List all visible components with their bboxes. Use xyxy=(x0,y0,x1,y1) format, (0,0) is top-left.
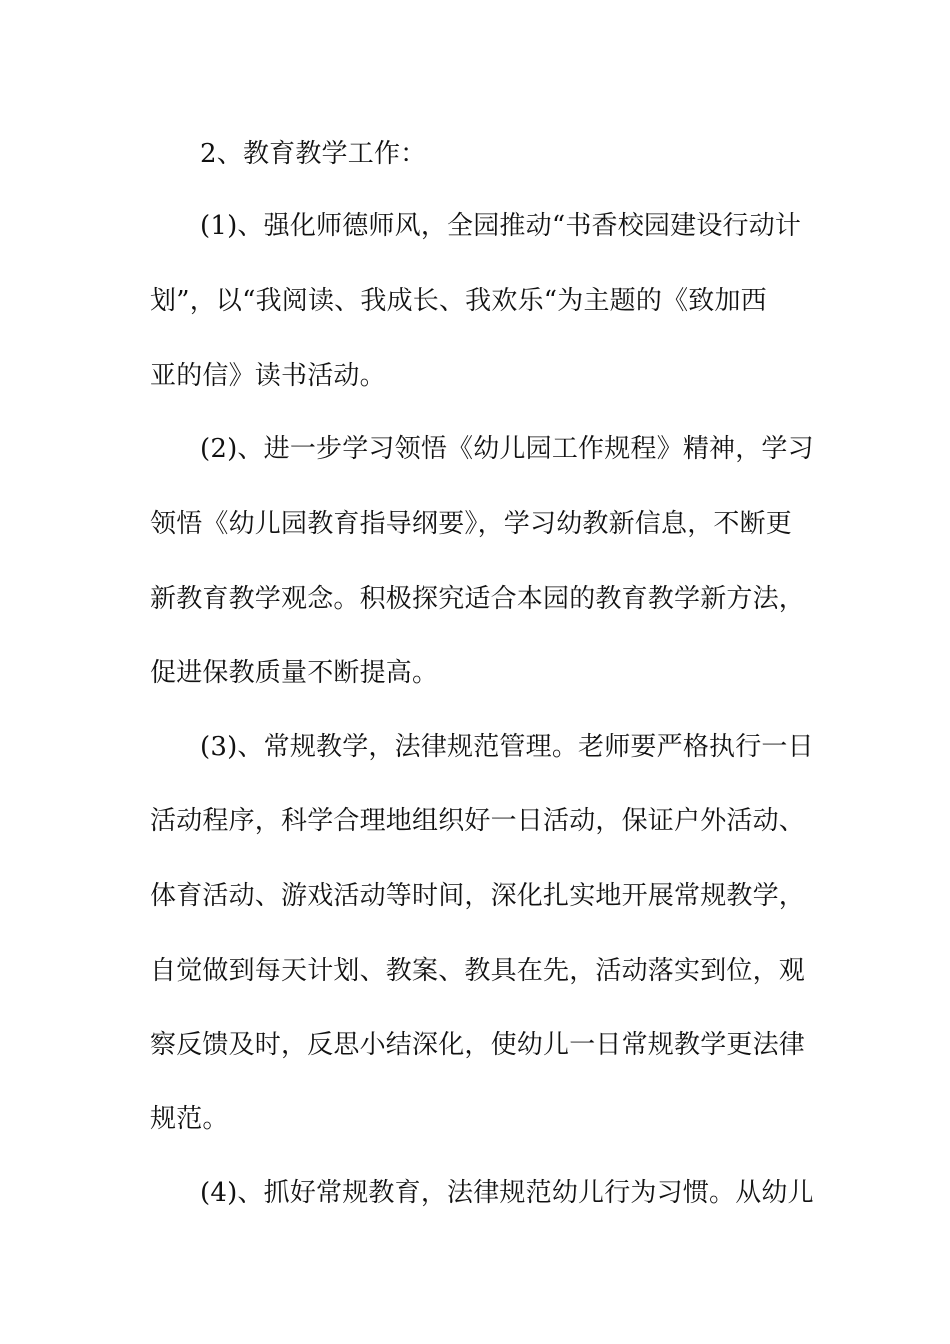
paragraph-3-line-3: 体育活动、游戏活动等时间，深化扎实地开展常规教学， xyxy=(150,881,806,911)
paragraph-1-line-3: 亚的信》读书活动。 xyxy=(150,361,386,391)
paragraph-2-line-1: (2)、进一步学习领悟《幼儿园工作规程》精神，学习 xyxy=(200,434,814,464)
paragraph-2-line-4: 促进保教质量不断提高。 xyxy=(150,658,439,688)
paragraph-1-line-2: 划”，以“我阅读、我成长、我欢乐“为主题的《致加西 xyxy=(150,286,767,316)
paragraph-3-line-5: 察反馈及时，反思小结深化，使幼儿一日常规教学更法律 xyxy=(150,1030,806,1060)
section-heading: 2、教育教学工作： xyxy=(200,139,427,169)
paragraph-3-line-2: 活动程序，科学合理地组织好一日活动，保证户外活动、 xyxy=(150,806,806,836)
paragraph-2-line-3: 新教育教学观念。积极探究适合本园的教育教学新方法， xyxy=(150,584,806,614)
paragraph-4-line-1: (4)、抓好常规教育，法律规范幼儿行为习惯。从幼儿 xyxy=(200,1178,814,1208)
paragraph-2-line-2: 领悟《幼儿园教育指导纲要》，学习幼教新信息，不断更 xyxy=(150,509,793,539)
paragraph-3-line-6: 规范。 xyxy=(150,1104,229,1134)
paragraph-1-line-1: (1)、强化师德师风，全园推动“书香校园建设行动计 xyxy=(200,211,802,241)
paragraph-3-line-1: (3)、常规教学，法律规范管理。老师要严格执行一日 xyxy=(200,732,814,762)
paragraph-3-line-4: 自觉做到每天计划、教案、教具在先，活动落实到位，观 xyxy=(150,956,806,986)
